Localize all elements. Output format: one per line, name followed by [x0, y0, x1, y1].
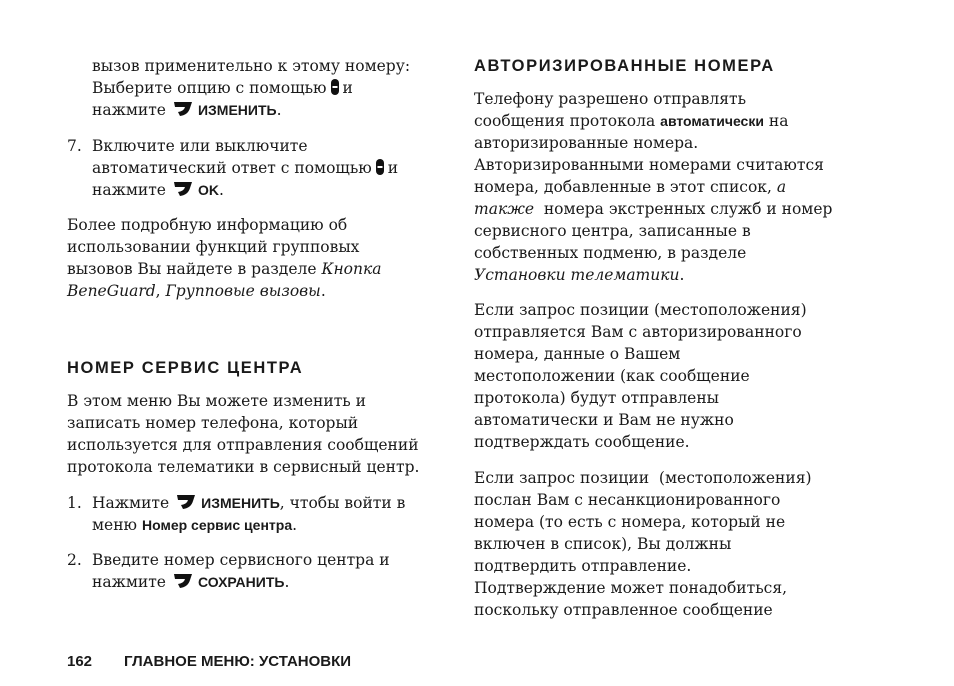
text: .: [284, 573, 290, 591]
text: .: [276, 101, 282, 119]
section-heading-service-center: НОМЕР СЕРВИС ЦЕНТРА: [67, 359, 304, 377]
step-7-line-2: [67, 157, 398, 179]
more-info-line-2: использовании функций групповых: [67, 238, 360, 256]
step-7-line-3: [67, 179, 224, 201]
text: Включите или выключите: [92, 137, 308, 155]
intro-line-1: [67, 55, 410, 77]
softkey-label-edit: ИЗМЕНИТЬ: [197, 102, 277, 118]
softkey-icon: [172, 180, 194, 198]
page-footer: [67, 651, 351, 673]
softkey-label-ok: OK: [197, 182, 219, 198]
text: номера экстренных служб и номер: [534, 200, 833, 218]
p1-line-1: Телефону разрешено отправлять: [474, 90, 747, 108]
p3-line-5: подтвердить отправление.: [474, 557, 692, 575]
text: номера, добавленные в этот список,: [474, 178, 777, 196]
desc-line-3: используется для отправления сообщений: [67, 436, 419, 454]
text: .: [320, 282, 326, 300]
step-1-number: 1.: [67, 494, 82, 512]
p1-line-7: сервисного центра, записанные в: [474, 222, 751, 240]
p1-line-4: Авторизированными номерами считаются: [474, 156, 824, 174]
text: и: [342, 79, 353, 97]
section-heading-authorized-numbers: АВТОРИЗИРОВАННЫЕ НОМЕРА: [474, 57, 775, 75]
p3-line-7: поскольку отправленное сообщение: [474, 601, 773, 619]
text: .: [679, 266, 685, 284]
scroll-key-icon: [330, 78, 340, 96]
scroll-key-icon: [375, 158, 385, 176]
text: сообщения протокола: [474, 112, 661, 130]
step-1-line-2: [67, 514, 297, 536]
p2-line-4: местоположении (как сообщение: [474, 367, 750, 385]
text: автоматический ответ с помощью: [92, 159, 372, 177]
text: и: [387, 159, 399, 177]
page-number: 162: [67, 653, 93, 670]
step-2-line-2: [67, 571, 289, 593]
text: нажмите: [92, 101, 166, 119]
text: Выберите опцию с помощью: [92, 79, 327, 97]
more-info-line-3: [67, 258, 381, 280]
p3-line-1: Если запрос позиции (местоположения): [474, 469, 812, 487]
text: , чтобы войти в: [279, 494, 406, 512]
running-section-title: ГЛАВНОЕ МЕНЮ: УСТАНОВКИ: [124, 653, 352, 670]
p1-line-6: [474, 198, 832, 220]
softkey-label-save: СОХРАНИТЬ: [197, 574, 285, 590]
softkey-label-edit: ИЗМЕНИТЬ: [201, 495, 280, 511]
p1-line-2: [474, 110, 788, 132]
cross-reference: Кнопка: [321, 260, 382, 278]
desc-line-1: В этом меню Вы можете изменить и: [67, 392, 366, 410]
option-name: автоматически: [660, 113, 764, 129]
p2-line-2: отправляется Вам с авторизированного: [474, 323, 802, 341]
p1-line-9: [474, 264, 684, 286]
intro-line-3: [67, 99, 282, 121]
step-2-number: 2.: [67, 551, 82, 569]
desc-line-2: записать номер телефона, который: [67, 414, 359, 432]
text: на: [763, 112, 789, 130]
text: .: [218, 181, 224, 199]
p3-line-2: послан Вам с несанкционированного: [474, 491, 781, 509]
p3-line-4: включен в список), Вы должны: [474, 535, 732, 553]
desc-line-4: протокола телематики в сервисный центр.: [67, 458, 420, 476]
text: меню: [92, 516, 142, 534]
text: Нажмите: [92, 494, 170, 512]
p2-line-6: автоматически и Вам не нужно: [474, 411, 734, 429]
intro-line-2: [67, 77, 353, 99]
p1-line-5: [474, 176, 786, 198]
p2-line-7: подтверждать сообщение.: [474, 433, 690, 451]
softkey-icon: [175, 493, 197, 511]
p2-line-1: Если запрос позиции (местоположения): [474, 301, 807, 319]
text: вызовов Вы найдете в разделе: [67, 260, 322, 278]
more-info-line-4: [67, 280, 326, 302]
menu-name: Номер сервис центра: [141, 517, 293, 533]
text: нажмите: [92, 181, 166, 199]
text: также: [474, 200, 534, 218]
text: ,: [155, 282, 166, 300]
step-7-number: 7.: [67, 137, 82, 155]
cross-reference: Установки телематики: [474, 266, 680, 284]
p1-line-8: собственных подменю, в разделе: [474, 244, 747, 262]
softkey-icon: [172, 100, 194, 118]
softkey-icon: [172, 572, 194, 590]
p3-line-3: номера (то есть с номера, который не: [474, 513, 786, 531]
step-7-line-1: [67, 135, 308, 157]
step-2-line-1: Введите номер сервисного центра и: [92, 551, 390, 569]
step-1-line-1: [67, 492, 405, 514]
more-info-line-1: Более подробную информацию об: [67, 216, 348, 234]
cross-reference: BeneGuard: [67, 282, 156, 300]
cross-reference: Групповые вызовы: [165, 282, 321, 300]
p2-line-3: номера, данные о Вашем: [474, 345, 681, 363]
text: .: [292, 516, 298, 534]
p2-line-5: протокола) будут отправлены: [474, 389, 720, 407]
text: нажмите: [92, 573, 166, 591]
p3-line-6: Подтверждение может понадобиться,: [474, 579, 788, 597]
p1-line-3: авторизированные номера.: [474, 134, 699, 152]
text: а: [776, 178, 787, 196]
text: вызов применительно к этому номеру:: [92, 57, 411, 75]
